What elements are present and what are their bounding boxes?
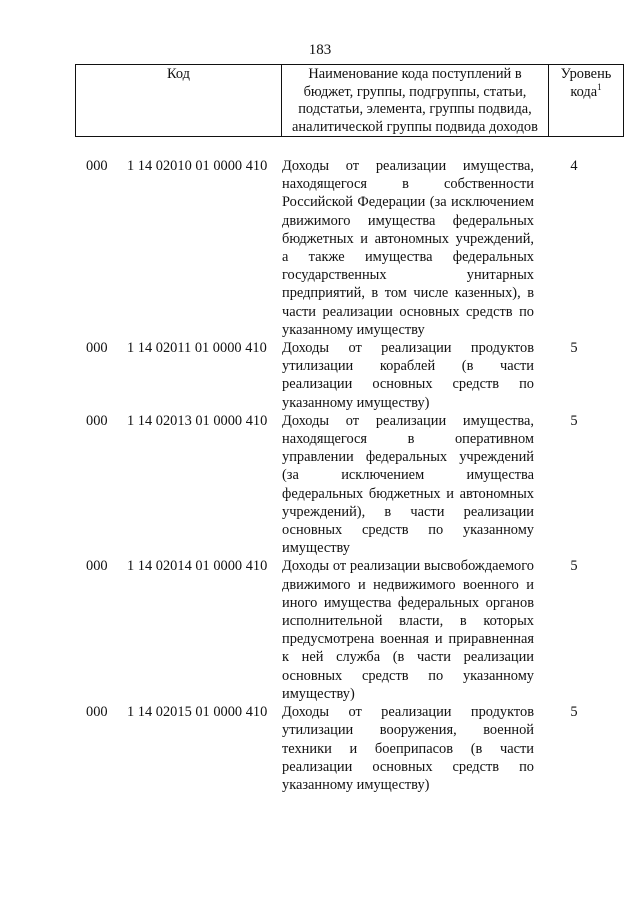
- table-header: [75, 64, 624, 137]
- table-header-row: [76, 65, 624, 137]
- row-name: Доходы от реализации имущества, находящегося в собственности Российской Федерации (за исключением движимого имущества федеральных бюджетных и автономных учреждений, а также имущества федеральных государственных унитарных предприятий, в том числе казенных), в части реализации основных средств по указанному имуществу: [282, 158, 534, 338]
- page-number: 183: [308, 42, 332, 58]
- row-admin-code: 000: [86, 340, 108, 357]
- row-admin-code: 000: [86, 158, 108, 174]
- row-name: Доходы от реализации имущества, находящегося в оперативном управлении федеральных учреждений (за исключением имущества федеральных бюджетных и автономных учреждений), в части реализации основных средств по указанному имуществу: [282, 412, 534, 557]
- table-row: [0, 412, 640, 558]
- table-row: [0, 339, 640, 412]
- table-body: [0, 157, 640, 794]
- header-name: Наименование кода поступлений в бюджет, группы, подгруппы, статьи, подстатьи, элемента, группы подвида, аналитической группы подвида доходов: [282, 65, 549, 137]
- header-code: Код: [76, 65, 282, 137]
- header-level-cell: [549, 65, 624, 137]
- row-admin-code: 000: [86, 558, 108, 575]
- table-row: [0, 557, 640, 703]
- table-row: [0, 157, 640, 339]
- row-name: Доходы от реализации продуктов утилизации кораблей (в части реализации основных средств по указанному имуществу): [282, 340, 534, 411]
- row-name: Доходы от реализации продуктов утилизации вооружения, военной техники и боеприпасов (в части реализации основных средств по указанному имуществу): [282, 704, 534, 793]
- row-admin-code: 000: [86, 412, 108, 429]
- row-level: 5: [570, 412, 578, 429]
- row-name: Доходы от реализации высвобождаемого движимого и недвижимого военного и иного имущества федеральных органов исполнительной власти, в которых предусмотрена военная и приравненная к ней служба (в части реализации основных средств по указанному имуществу): [282, 558, 534, 702]
- row-code: 1 14 02013 01 0000 410: [127, 412, 268, 429]
- row-code: 1 14 02011 01 0000 410: [127, 340, 267, 357]
- row-level: 4: [570, 158, 578, 174]
- row-code: 1 14 02010 01 0000 410: [127, 158, 268, 174]
- row-level: 5: [570, 558, 578, 575]
- row-admin-code: 000: [86, 704, 108, 721]
- row-level: 5: [570, 704, 578, 721]
- header-level: Уровень кода: [560, 66, 612, 100]
- header-level-footnote: 1: [597, 81, 602, 92]
- table-row: [0, 703, 640, 794]
- row-code: 1 14 02014 01 0000 410: [127, 558, 268, 575]
- row-level: 5: [570, 340, 578, 357]
- row-code: 1 14 02015 01 0000 410: [127, 704, 268, 721]
